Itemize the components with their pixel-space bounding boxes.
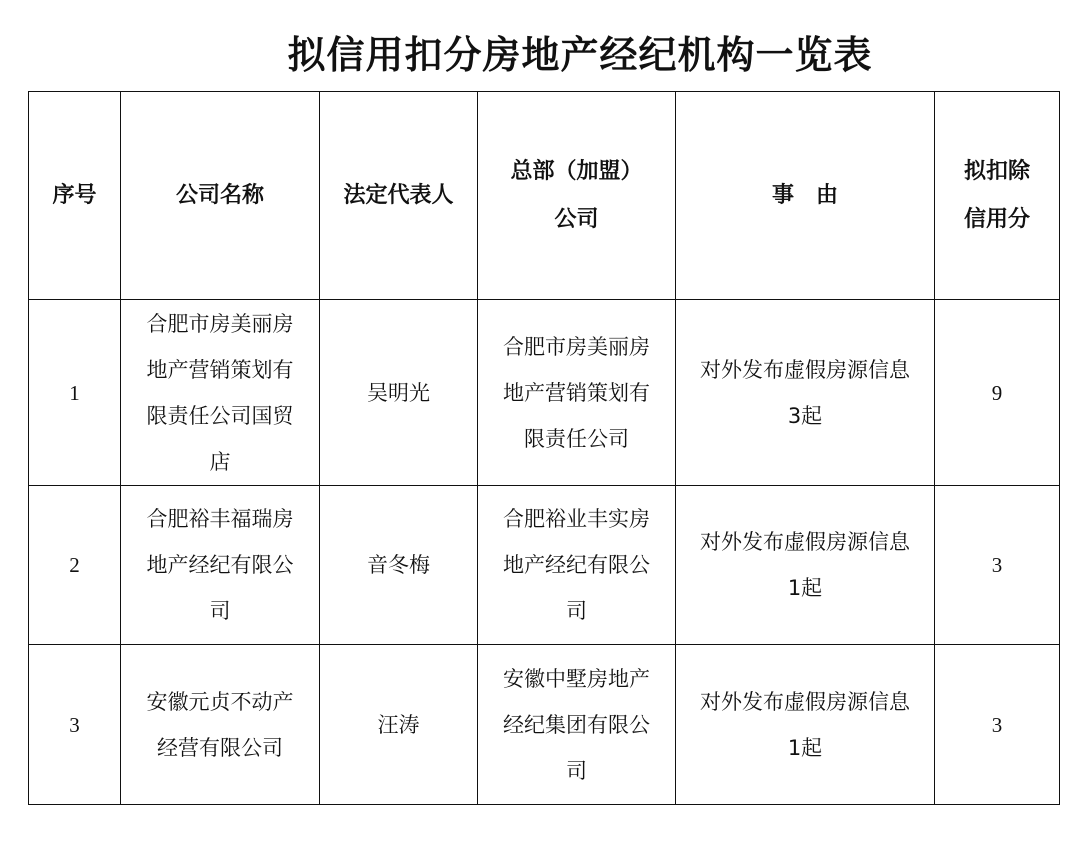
cell-company: 合肥市房美丽房 地产营销策划有 限责任公司国贸 店 [121,300,320,486]
cell-reason: 对外发布虚假房源信息 3起 [676,300,935,486]
cell-hq: 合肥裕业丰实房 地产经纪有限公 司 [478,486,676,645]
cell-reason: 对外发布虚假房源信息 1起 [676,486,935,645]
table-header-row [29,92,1060,300]
header-legal-rep: 法定代表人 [320,92,478,300]
cell-reason: 对外发布虚假房源信息 1起 [676,645,935,805]
cell-legal-rep: 吴明光 [320,300,478,486]
header-seq: 序号 [29,92,121,300]
cell-seq: 1 [29,300,121,486]
cell-legal-rep: 音冬梅 [320,486,478,645]
page-title: 拟信用扣分房地产经纪机构一览表 [287,33,873,77]
cell-hq: 合肥市房美丽房 地产营销策划有 限责任公司 [478,300,676,486]
cell-hq: 安徽中墅房地产 经纪集团有限公 司 [478,645,676,805]
header-company: 公司名称 [121,92,320,300]
table-row [29,486,1060,645]
cell-company: 安徽元贞不动产 经营有限公司 [121,645,320,805]
cell-seq: 3 [29,645,121,805]
cell-points: 3 [935,486,1060,645]
cell-company: 合肥裕丰福瑞房 地产经纪有限公 司 [121,486,320,645]
cell-legal-rep: 汪涛 [320,645,478,805]
cell-points: 3 [935,645,1060,805]
header-hq: 总部（加盟） 公司 [478,92,676,300]
table-row [29,300,1060,486]
header-points: 拟扣除 信用分 [935,92,1060,300]
cell-points: 9 [935,300,1060,486]
table-row [29,645,1060,805]
credit-deduction-table [28,91,1060,805]
header-reason: 事 由 [676,92,935,300]
cell-seq: 2 [29,486,121,645]
